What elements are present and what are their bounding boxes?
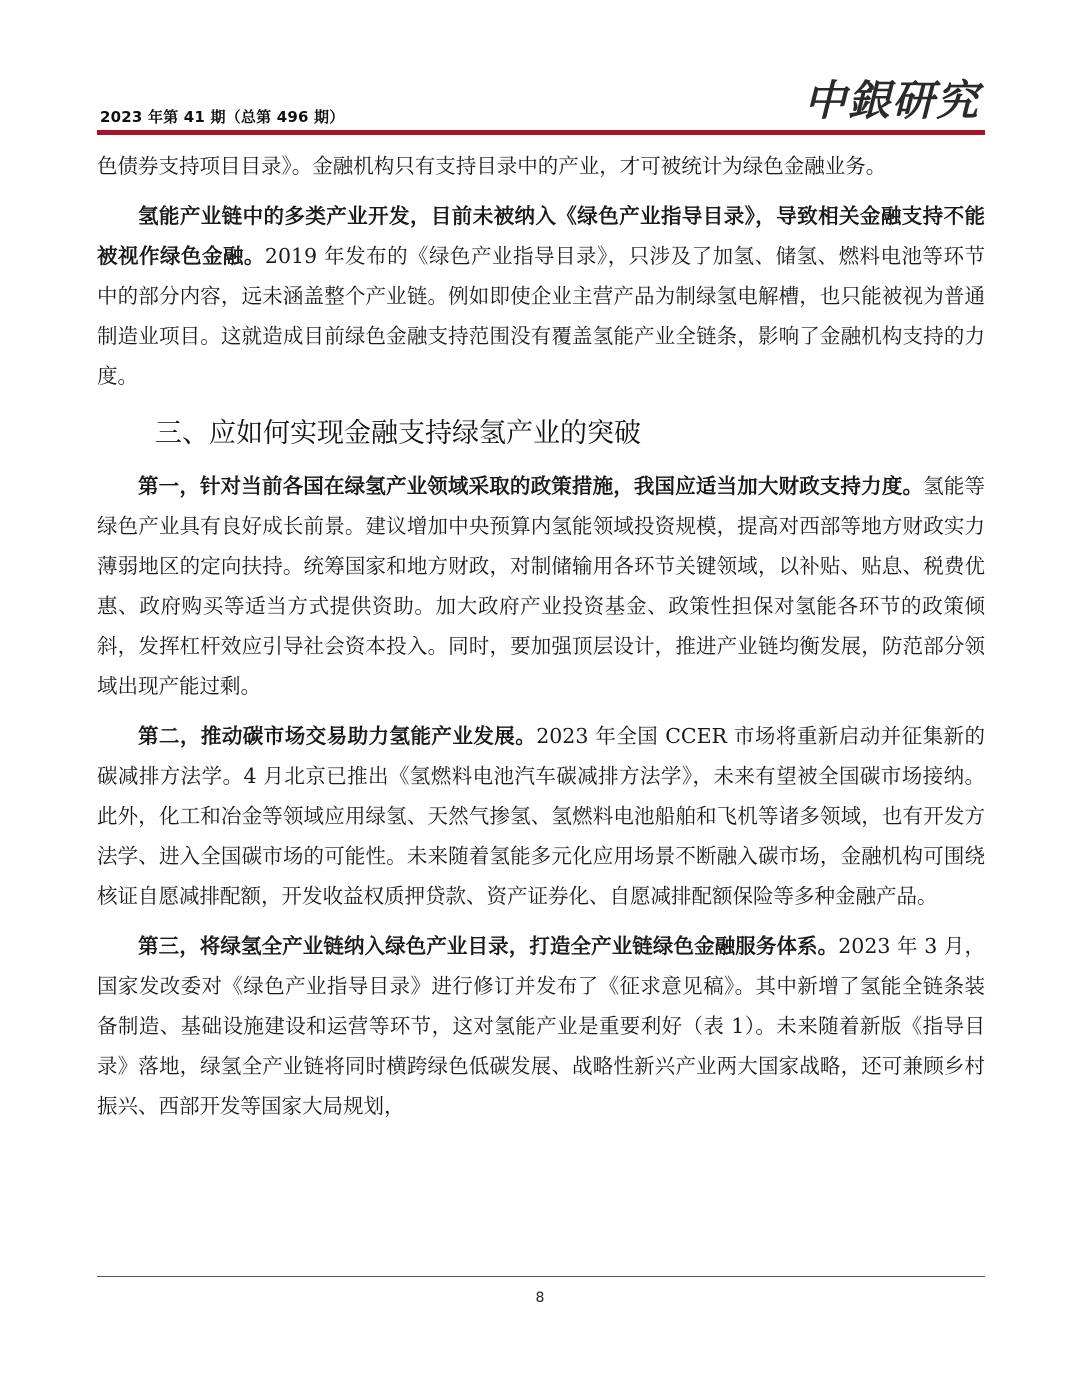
paragraph-text: 2023 年 3 月，国家发改委对《绿色产业指导目录》进行修订并发布了《征求意见稿》。其中新增了氢能全链条装备制造、基础设施建设和运营等环节，这对氢能产业是重要利好（表 1）。未来随着新版《指导目录》落地，绿氢全产业链将同时横跨绿色低碳发展、战略性新兴产业两大国家战略，还可兼顾乡村振兴、西部开发等国家大局规划， <box>97 934 986 1118</box>
paragraph-lead: 第一，针对当前各国在绿氢产业领域采取的政策措施，我国应适当加大财政支持力度。 <box>138 474 924 498</box>
paragraph-lead: 氢能产业链中的多类产业开发，目前未被纳入《绿色产业指导目录》，导致相关金融支持不能被视作绿色金融。 <box>97 204 985 268</box>
paragraph-industry-catalog <box>97 926 985 1126</box>
paragraph-text: 2019 年发布的《绿色产业指导目录》，只涉及了加氢、储氢、燃料电池等环节中的部分内容，远未涵盖整个产业链。例如即使企业主营产品为制绿氢电解槽，也只能被视为普通制造业项目。这就造成目前绿色金融支持范围没有覆盖氢能产业全链条，影响了金融机构支持的力度。 <box>97 244 986 388</box>
paragraph-lead: 第三，将绿氢全产业链纳入绿色产业目录，打造全产业链绿色金融服务体系。 <box>138 934 839 958</box>
article-body <box>97 146 985 1126</box>
footer-rule <box>97 1276 985 1277</box>
paragraph-carbon-market <box>97 716 985 916</box>
header-rule <box>97 130 985 135</box>
paragraph-fiscal-support <box>97 466 985 706</box>
paragraph-green-catalog <box>97 196 985 396</box>
section-heading: 三、应如何实现金融支持绿氢产业的突破 <box>155 418 641 449</box>
paragraph-text: 色债券支持项目目录》。金融机构只有支持目录中的产业，才可被统计为绿色金融业务。 <box>97 154 887 178</box>
paragraph-text: 氢能等绿色产业具有良好成长前景。建议增加中央预算内氢能领域投资规模，提高对西部等地方财政实力薄弱地区的定向扶持。统筹国家和地方财政，对制储输用各环节关键领域，以补贴、贴息、税费优惠、政府购买等适当方式提供资助。加大政府产业投资基金、政策性担保对氢能各环节的政策倾斜，发挥杠杆效应引导社会资本投入。同时，要加强顶层设计，推进产业链均衡发展，防范部分领域出现产能过剩。 <box>97 474 986 698</box>
paragraph-lead: 第二，推动碳市场交易助力氢能产业发展。 <box>138 724 537 748</box>
paragraph-text: 2023 年全国 CCER 市场将重新启动并征集新的碳减排方法学。4 月北京已推出《氢燃料电池汽车碳减排方法学》，未来有望被全国碳市场接纳。此外，化工和冶金等领域应用绿氢、天然气掺氢、氢燃料电池船舶和飞机等诸多领域，也有开发方法学、进入全国碳市场的可能性。未来随着氢能多元化应用场景不断融入碳市场，金融机构可围绕核证自愿减排配额，开发收益权质押贷款、资产证券化、自愿减排配额保险等多种金融产品。 <box>97 724 985 908</box>
publication-logo: 中銀研究 <box>803 76 980 125</box>
issue-label: 2023 年第 41 期（总第 496 期） <box>100 108 345 126</box>
page-number: 8 <box>535 1290 545 1306</box>
paragraph-continuation <box>97 146 985 186</box>
